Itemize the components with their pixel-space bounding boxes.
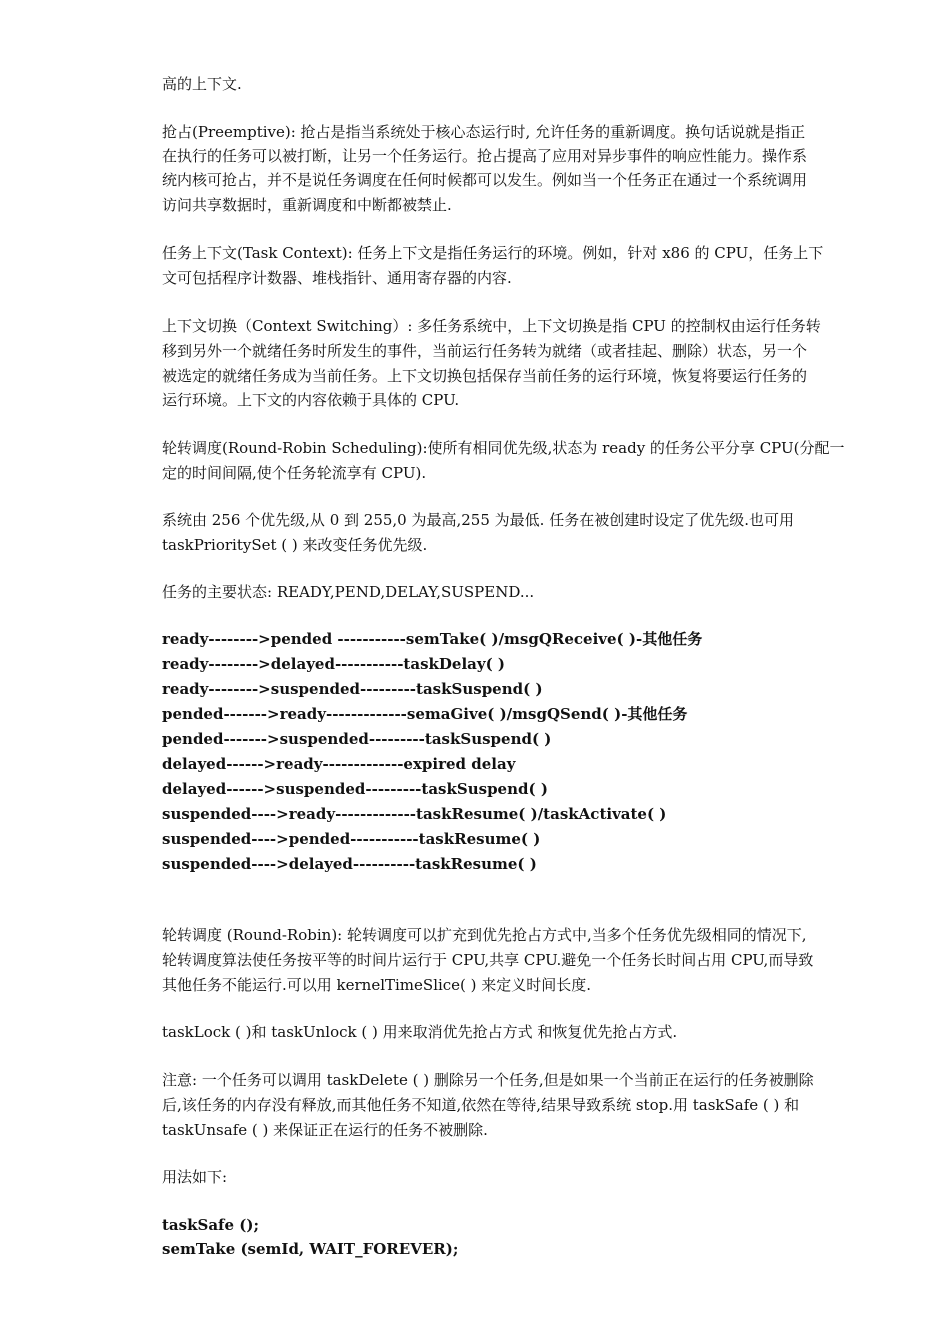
text-line: 被选定的就绪任务成为当前任务。上下文切换包括保存当前任务的运行环境，恢复将要运行任务的 [162,367,808,385]
text-line: 统内核可抢占，并不是说任务调度在任何时候都可以发生。例如当一个任务正在通过一个系统调用 [162,171,808,189]
text-line: 移到另外一个就绪任务时所发生的事件，当前运行任务转为就绪（或者挂起、删除）状态，另一个 [162,342,808,360]
text-line: 抢占(Preemptive): 抢占是指当系统处于核心态运行时, 允许任务的重新调度。换句话说就是指正 [162,123,806,141]
text-line: 轮转调度(Round-Robin Scheduling):使所有相同优先级,状态为 ready 的任务公平分享 CPU(分配一 [162,439,845,457]
text-line: 任务的主要状态: READY,PEND,DELAY,SUSPEND... [162,583,535,601]
text-line: taskUnsafe ( ) 来保证正在运行的任务不被删除. [162,1121,488,1139]
code-line: taskSafe (); [162,1216,259,1234]
state-transition-line: delayed------>ready-------------expired delay [162,755,516,773]
state-transition-line: suspended---->pended-----------taskResume( ) [162,830,541,848]
state-transition-line: delayed------>suspended---------taskSuspend( ) [162,780,548,798]
text-line: 后,该任务的内存没有释放,而其他任务不知道,依然在等待,结果导致系统 stop.用 taskSafe ( ) 和 [162,1096,800,1114]
state-transition-line: pended------->ready-------------semaGive( )/msgQSend( )-其他任务 [162,705,688,723]
text-line: 轮转调度算法使任务按平等的时间片运行于 CPU,共享 CPU.避免一个任务长时间占用 CPU,而导致 [162,951,814,969]
state-transition-line: ready-------->suspended---------taskSuspend( ) [162,680,543,698]
text-line: 其他任务不能运行.可以用 kernelTimeSlice( ) 来定义时间长度. [162,976,592,994]
state-transition-line: pended------->suspended---------taskSuspend( ) [162,730,552,748]
text-line: 任务上下文(Task Context): 任务上下文是指任务运行的环境。例如，针对 x86 的 CPU，任务上下 [162,244,824,262]
text-line: 上下文切换（Context Switching）: 多任务系统中，上下文切换是指 CPU 的控制权由运行任务转 [162,317,821,335]
code-line: semTake (semId, WAIT_FOREVER); [162,1240,459,1258]
text-line: 运行环境。上下文的内容依赖于具体的 CPU. [162,391,460,409]
text-line: 文可包括程序计数器、堆栈指针、通用寄存器的内容. [162,269,512,287]
state-transition-line: ready-------->delayed-----------taskDelay( ) [162,655,506,673]
state-transition-line: suspended---->delayed----------taskResume( ) [162,855,537,873]
text-line: taskPrioritySet ( ) 来改变任务优先级. [162,536,428,554]
text-line: 高的上下文. [162,75,242,93]
text-line: 用法如下: [162,1168,228,1186]
text-line: 注意: 一个任务可以调用 taskDelete ( ) 删除另一个任务,但是如果一个当前正在运行的任务被删除 [162,1071,814,1089]
text-line: 定的时间间隔,使个任务轮流享有 CPU). [162,464,427,482]
text-line: 在执行的任务可以被打断，让另一个任务运行。抢占提高了应用对异步事件的响应性能力。操作系 [162,147,808,165]
text-line: 访问共享数据时，重新调度和中断都被禁止. [162,196,452,214]
text-line: taskLock ( )和 taskUnlock ( ) 用来取消优先抢占方式 和恢复优先抢占方式. [162,1023,678,1041]
text-line: 轮转调度 (Round-Robin): 轮转调度可以扩充到优先抢占方式中,当多个任务优先级相同的情况下, [162,926,807,944]
text-line: 系统由 256 个优先级,从 0 到 255,0 为最高,255 为最低. 任务在被创建时设定了优先级.也可用 [162,511,794,529]
state-transition-line: ready-------->pended -----------semTake( )/msgQReceive( )-其他任务 [162,630,703,648]
state-transition-line: suspended---->ready-------------taskResume( )/taskActivate( ) [162,805,667,823]
